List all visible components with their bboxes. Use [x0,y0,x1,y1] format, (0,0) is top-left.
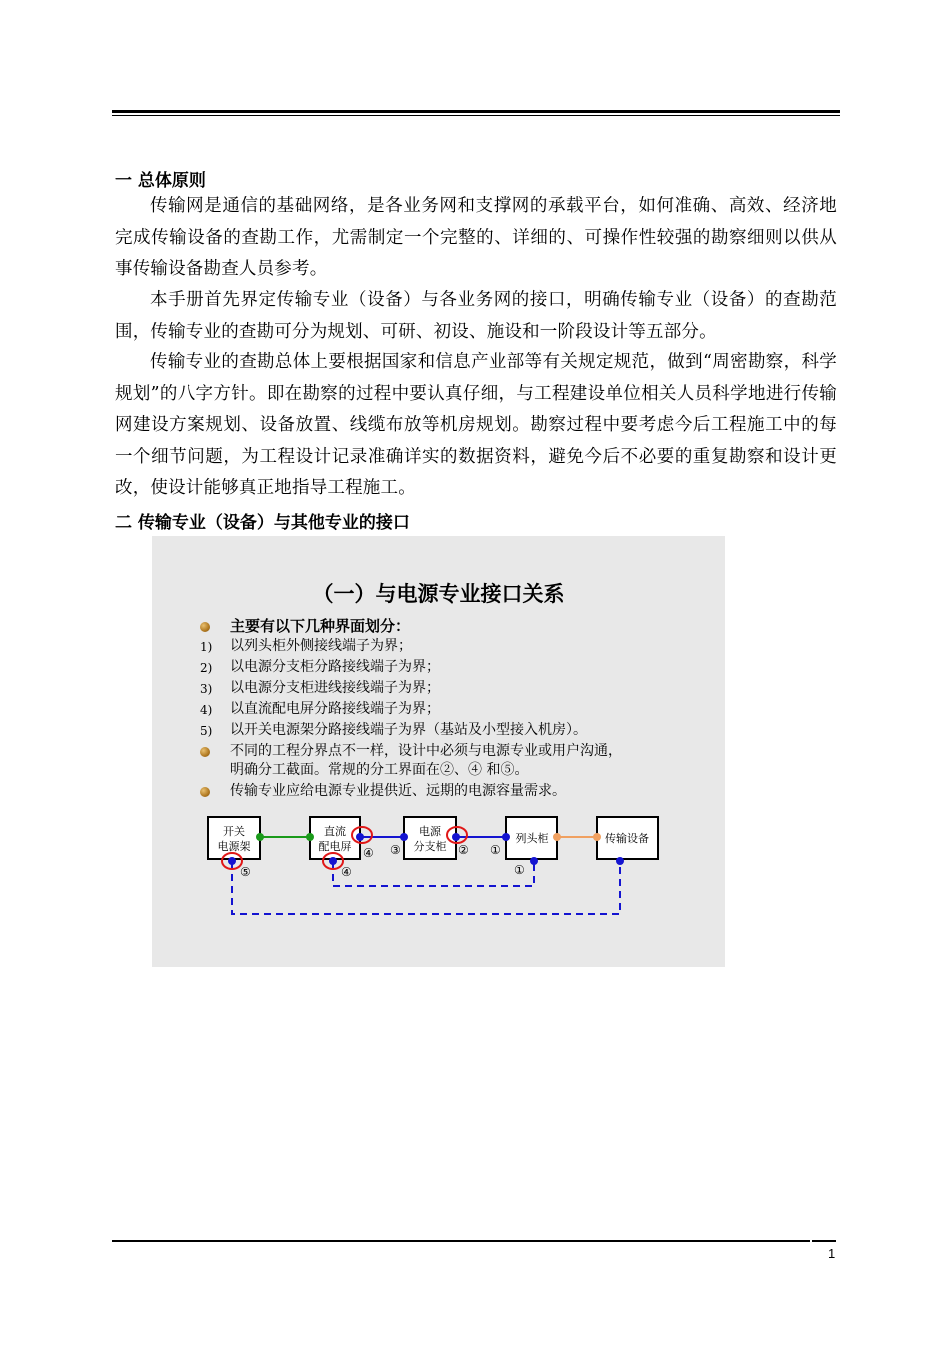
terminal-dot [400,833,408,841]
terminal-dot [502,833,510,841]
marker-label: ③ [390,843,401,857]
footer-rule [112,1240,810,1242]
terminal-dot [256,833,264,841]
terminal-dot [593,833,601,841]
item-1-number: 1) [200,640,213,654]
terminal-dot [228,857,236,865]
power-interface-diagram [152,806,725,926]
terminal-dot [553,833,561,841]
item-1-text: 以列头柜外侧接线端子为界； [230,638,412,654]
embedded-slide [152,536,725,967]
slide-bullet-3: 传输专业应给电源专业提供近、远期的电源容量需求。 [230,783,566,799]
box-label: 传输设备 [605,832,649,845]
slide-bullet-1: 主要有以下几种界面划分： [230,617,411,635]
marker-label: ① [490,843,501,857]
box-label: 列头柜 [515,832,549,845]
terminal-dot [530,857,538,865]
terminal-dot [452,833,460,841]
item-2-text: 以电源分支柜分路接线端子为界； [230,659,440,675]
slide-bullet-2-line-1: 不同的工程分界点不一样，设计中必须与电源专业或用户沟通， [230,743,622,759]
marker-label: ① [514,863,525,877]
item-3-number: 3) [200,682,213,696]
item-3-text: 以电源分支柜进线接线端子为界； [230,680,440,696]
slide-bullet-2-line-2: 明确分工截面。常规的分工界面在②、④ 和⑤。 [230,762,529,778]
paragraph-1: 传输网是通信的基础网络，是各业务网和支撑网的承载平台，如何准确、高效、经济地完成传输设备的查勘工作，尤需制定一个完整的、详细的、可操作性较强的勘察细则以供从事传输设备勘查人员参考。 [115,196,837,279]
dashed-link-inner [333,862,534,886]
item-5-text: 以开关电源架分路接线端子为界（基站及小型接入机房）。 [230,722,587,738]
box-label: 分支柜 [413,840,447,853]
bullet-icon [200,622,210,632]
item-4-number: 4) [200,703,213,717]
box-label: 电源 [419,825,441,838]
header-rule [112,110,840,113]
item-2-number: 2) [200,661,213,675]
section-2-heading: 二 传输专业（设备）与其他专业的接口 [115,513,410,533]
bullet-icon [200,747,210,757]
terminal-dot [616,857,624,865]
item-5-number: 5) [200,724,213,738]
box-label: 直流 [324,825,346,838]
marker-label: ⑤ [240,865,251,879]
paragraph-3: 传输专业的查勘总体上要根据国家和信息产业部等有关规定规范，做到“周密勘察，科学规划”的八字方针。即在勘察的过程中要认真仔细，与工程建设单位相关人员科学地进行传输网建设方案规划、设备放置、线缆布放等机房规划。勘察过程中要考虑今后工程施工中的每一个细节问题，为工程设计记录准确详实的数据资料，避免今后不必要的重复勘察和设计更改，使设计能够真正地指导工程施工。 [115,352,837,498]
bullet-icon [200,787,210,797]
footer-rule-tick [812,1240,836,1242]
marker-label: ④ [363,846,374,860]
terminal-dot [306,833,314,841]
terminal-dot [329,857,337,865]
terminal-dot [356,833,364,841]
box-label: 配电屏 [318,840,352,853]
item-4-text: 以直流配电屏分路接线端子为界； [230,701,440,717]
marker-label: ④ [341,865,352,879]
marker-label: ② [458,843,469,857]
box-label: 电源架 [217,840,251,853]
header-rule-thin [112,115,840,116]
section-1-heading: 一 总体原则 [115,171,206,191]
paragraph-2: 本手册首先界定传输专业（设备）与各业务网的接口，明确传输专业（设备）的查勘范围，传输专业的查勘可分为规划、可研、初设、施设和一阶段设计等五部分。 [115,290,837,342]
page-number: 1 [828,1246,836,1261]
dashed-link-outer [232,862,620,914]
box-label: 开关 [223,825,245,838]
slide-title: （一）与电源专业接口关系 [312,581,565,606]
